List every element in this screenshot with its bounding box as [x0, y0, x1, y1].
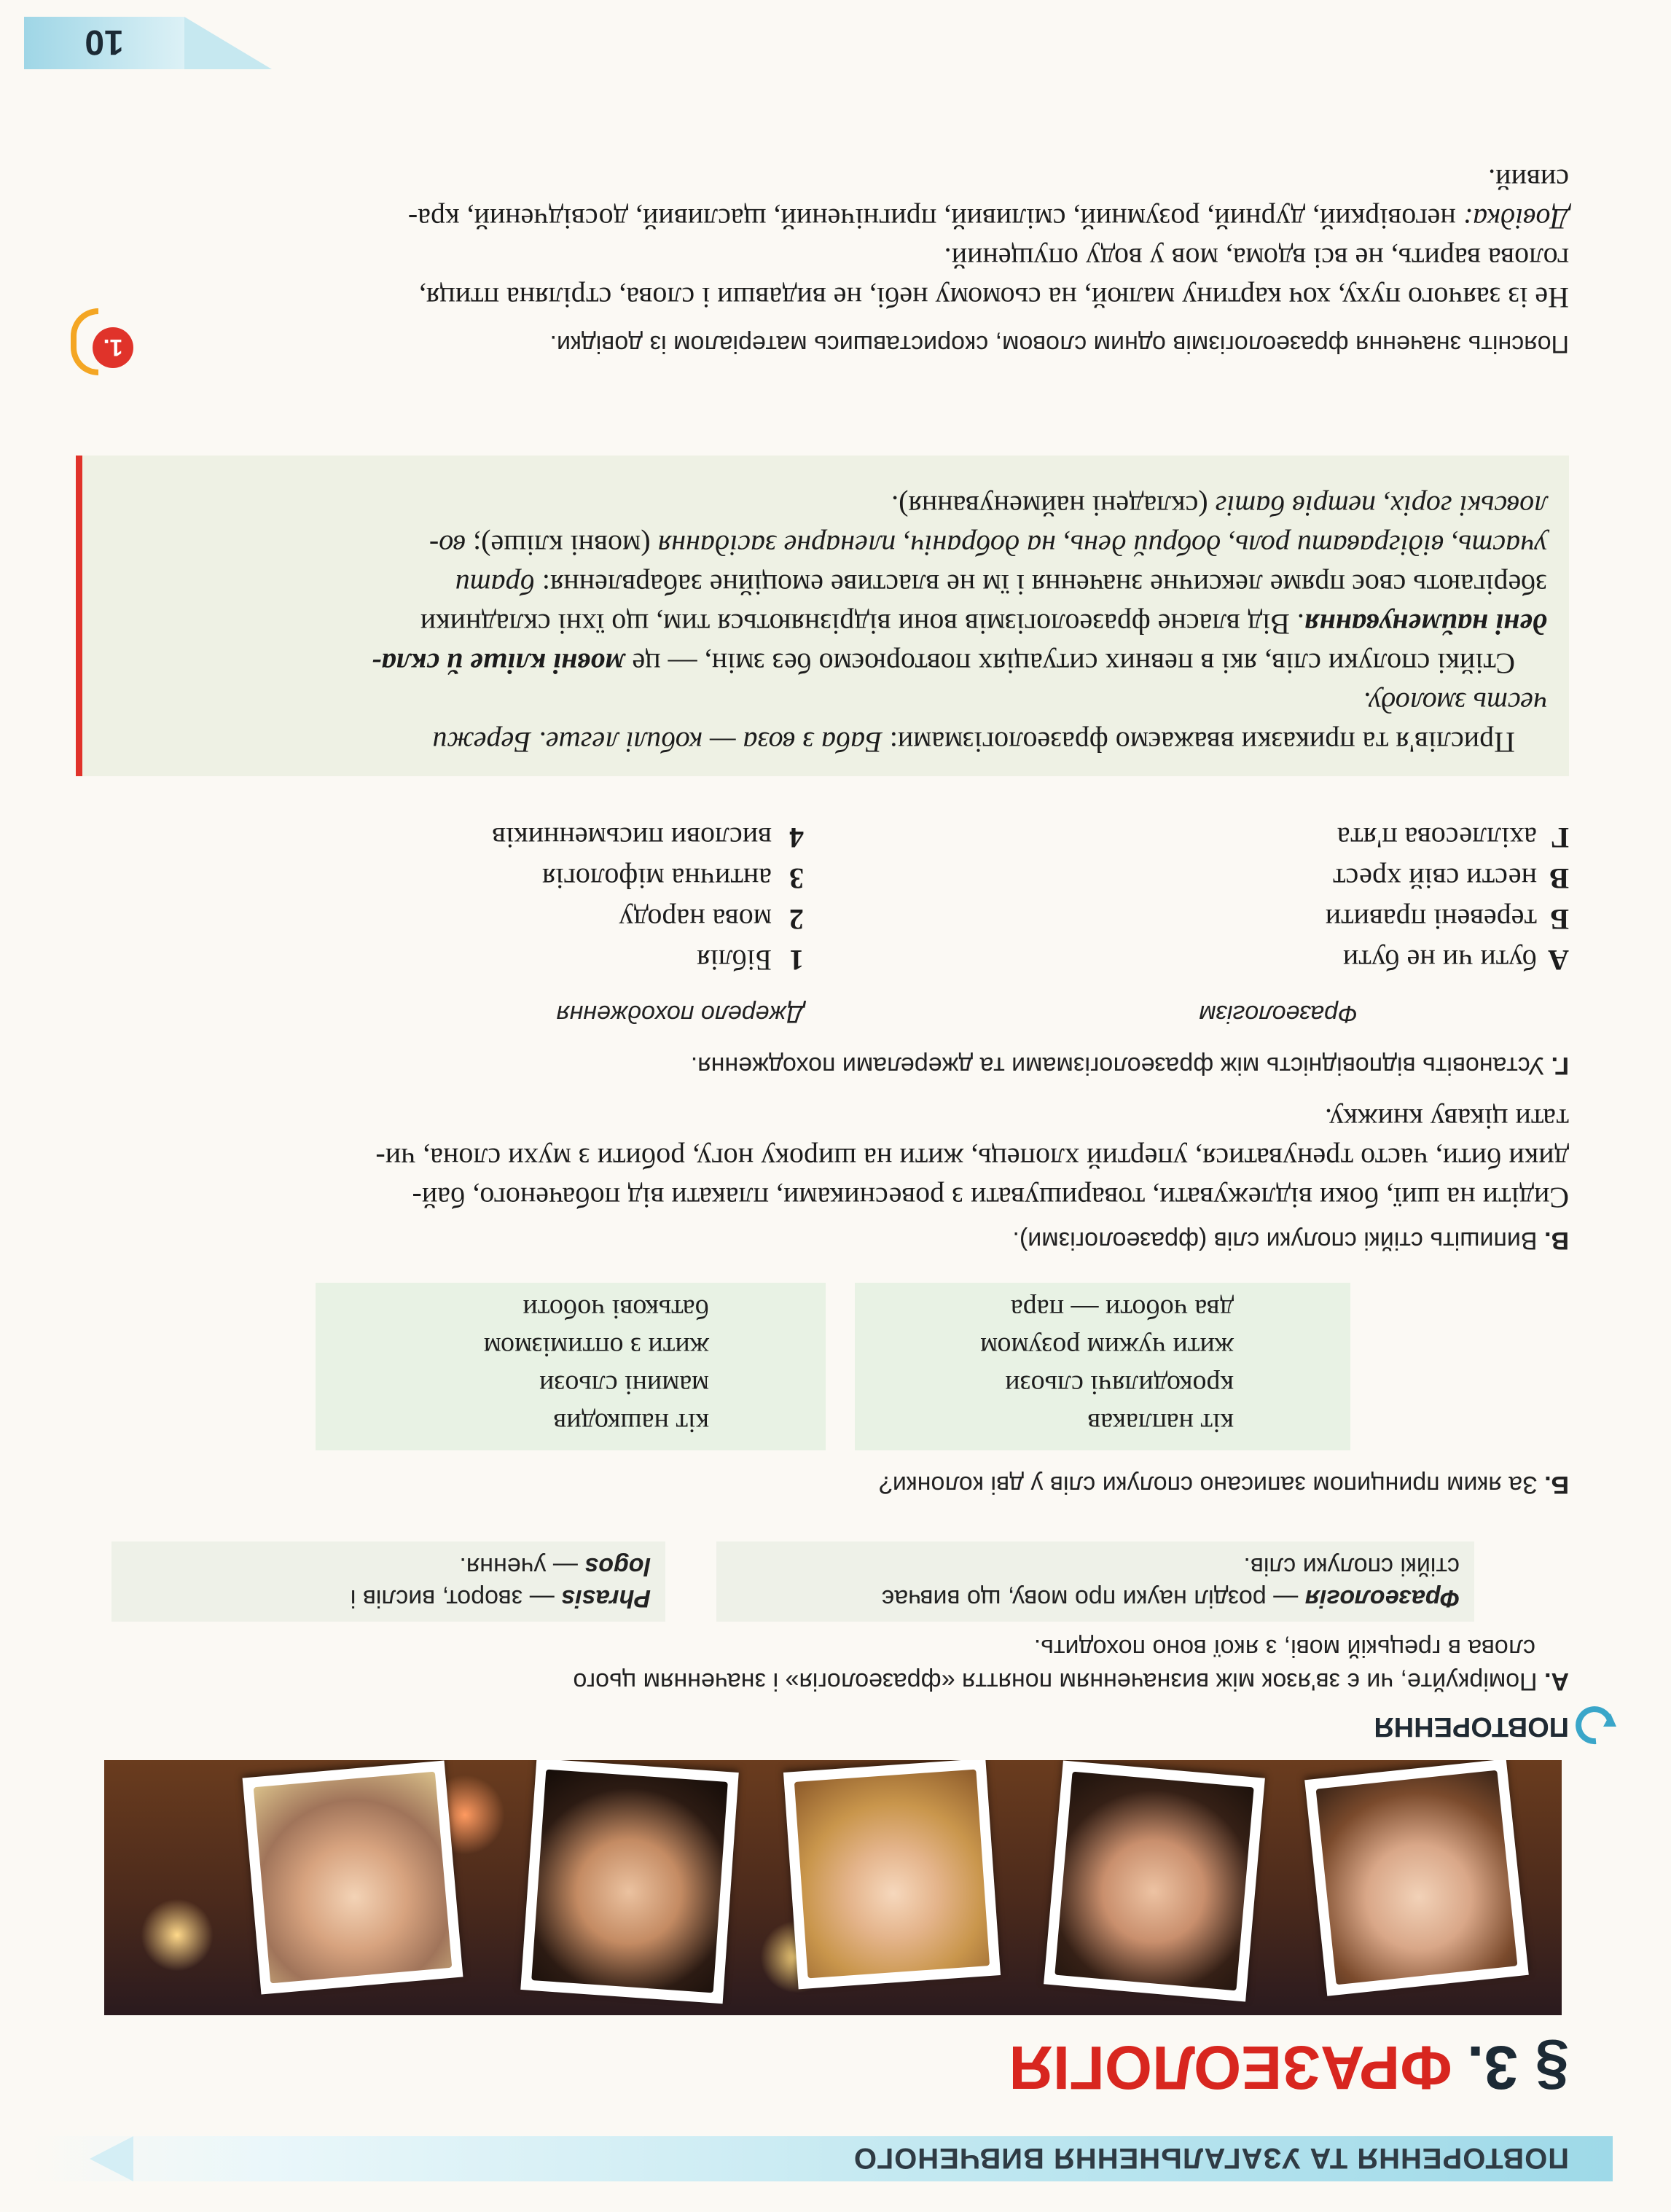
section-number: § 3.	[1466, 2033, 1569, 2102]
page-tab-corner	[184, 17, 272, 69]
rule-text-part: . Від власне фразеологізмів вони відрізняються тим, що їхні складники	[420, 608, 1304, 641]
term: logos	[584, 1552, 651, 1580]
portrait-photo	[520, 1760, 739, 2004]
list-item: жити чужим розумом	[980, 1332, 1234, 1362]
text-line: дики бити, часто тренуватися, упертий хлопець, жити на широку ногу, робити з мухи слона, чи-	[375, 1142, 1569, 1175]
rule-example: во-	[428, 529, 466, 562]
task-label: В.	[1544, 1227, 1569, 1254]
rule-example: ловські горіх, петрів батіг	[1215, 490, 1547, 523]
task-label: А.	[1544, 1668, 1569, 1695]
word-list	[68, 1099, 1569, 1217]
text-line: Не із заячого пуху, хоч картину малюй, на сьомому небі, не видавши і слова, стріляна птиця,	[418, 281, 1569, 314]
list-item: жити з оптимізмом	[483, 1332, 709, 1362]
column-header-source: Джерело походження	[556, 1000, 804, 1028]
column-header-phraseologism: Фразеологізм	[1199, 1000, 1358, 1028]
portrait-photo	[783, 1760, 1001, 1989]
task-a	[82, 1631, 1569, 1698]
rule-text-part: (складені найменування).	[891, 490, 1216, 523]
match-item: Абути чи не бути	[1342, 944, 1569, 977]
section-band-title: ПОВТОРЕННЯ ТА УЗАГАЛЬНЕННЯ ВИВЧЕНОГО	[853, 2142, 1569, 2174]
rule-example: честь змолоду.	[1363, 687, 1547, 719]
repetition-heading: ПОВТОРЕННЯ	[1374, 1711, 1569, 1742]
help-label: Довідка:	[1463, 203, 1569, 235]
definition-text: — розділ науки про мову, що вивчає	[881, 1584, 1305, 1612]
rule-example: брати	[455, 568, 535, 601]
page-number: 10	[85, 23, 124, 61]
definition-text: — зворот, вислів і	[350, 1584, 562, 1612]
match-item: 4вислови письменників	[492, 821, 804, 854]
text-line: голова варить, не всі вдома, мов у воду опущений.	[944, 242, 1569, 275]
task-b	[82, 1468, 1569, 1501]
portrait-photo	[243, 1760, 463, 1994]
task-text: За яким принципом записано сполуки слів у дві колонки?	[878, 1471, 1538, 1498]
rule-text-part: Стійкі сполуки слів, які в певних ситуаціях повторюємо без змін, — це	[625, 647, 1515, 680]
term: Phrasis	[561, 1584, 651, 1612]
rule-example: Баба з воза — кобилі легше. Бережи	[432, 726, 883, 759]
task-text: Установіть відповідність між фразеологізмами та джерелами походження.	[690, 1052, 1545, 1079]
list-item: два чоботи — пара	[1010, 1294, 1234, 1324]
task-1-body	[68, 160, 1569, 317]
rule-text-part: зберігають своє пряме лексичне значення і їм не властиве емоційне забарвлення:	[534, 568, 1547, 601]
definition-box	[716, 1541, 1474, 1622]
match-item: 2мова народу	[619, 903, 804, 936]
list-item: кіт нашкодив	[553, 1407, 709, 1438]
list-item: мамині сльози	[539, 1369, 709, 1400]
text-line: сивий.	[1488, 163, 1569, 196]
rule-term: дені найменування	[1304, 608, 1547, 641]
term: Фразеологія	[1304, 1584, 1460, 1612]
text-line: тати цікаву книжку.	[1325, 1103, 1569, 1136]
word-column-2	[316, 1283, 826, 1450]
definition-text: стійкі сполуки слів.	[1243, 1552, 1460, 1580]
task-label: Г.	[1551, 1052, 1569, 1079]
task-text: Випишіть стійкі сполуки слів (фразеологізми).	[1012, 1227, 1538, 1254]
task-v	[82, 1224, 1569, 1257]
list-item: батькові чоботи	[523, 1294, 709, 1324]
task-1-prompt: Поясніть значення фразеологізмів одним словом, скориставшись матеріалом із довідки.	[549, 330, 1569, 358]
portrait-photo	[1304, 1760, 1529, 1996]
match-item: Внести свій хрест	[1333, 862, 1569, 895]
task-text: слова в грецькій мові, з якої воно походить.	[1033, 1634, 1535, 1662]
rule-text	[97, 486, 1547, 762]
match-item: Бтеревені правити	[1325, 903, 1569, 936]
rule-term: мовні кліше й скла-	[372, 647, 625, 680]
match-right-column	[492, 817, 804, 980]
definition-text: — учення.	[459, 1552, 585, 1580]
rule-accent-bar	[76, 456, 82, 776]
photo-strip	[104, 1760, 1562, 2015]
match-item: 1Біблія	[697, 944, 804, 977]
etymology-box	[111, 1541, 665, 1622]
portrait-photo	[1044, 1760, 1265, 2001]
rule-text-part: Прислів'я та приказки вважаємо фразеологізмами:	[882, 726, 1515, 759]
refresh-icon	[1576, 1705, 1616, 1746]
text-line: Сидіти на шиї, боки відлежувати, товаришувати з ровесниками, плакати від побаченого, бай-	[412, 1181, 1569, 1214]
match-left-column	[1326, 817, 1569, 980]
task-label: Б.	[1544, 1471, 1569, 1498]
band-arrow	[90, 2136, 133, 2181]
text-line: Довідка: неговіркий, дурний, розумний, сміливий, пригнічений, щасливий, досвідчений, кра-	[407, 203, 1569, 235]
list-item: крокодилячі сльози	[1005, 1369, 1234, 1400]
task-text: Поміркуйте, чи є зв'язок між визначенням поняття «фразеологія» і значенням цього	[573, 1668, 1538, 1695]
word-column-1	[855, 1283, 1350, 1450]
task-number-badge: 1.	[93, 327, 133, 368]
rule-text-part: (мовні кліше);	[466, 529, 658, 562]
list-item: кіт наплакав	[1087, 1407, 1234, 1438]
match-item: Гахіллесова п'ята	[1337, 821, 1569, 854]
match-item: 3антична міфологія	[541, 862, 804, 895]
section-title: ФРАЗЕОЛОГІЯ	[1009, 2033, 1452, 2102]
rule-example: участь, відігравати роль, добрий день, на добраніч, пленарне засідання	[657, 529, 1547, 562]
task-g	[82, 1049, 1569, 1082]
page-title	[1009, 2032, 1569, 2103]
